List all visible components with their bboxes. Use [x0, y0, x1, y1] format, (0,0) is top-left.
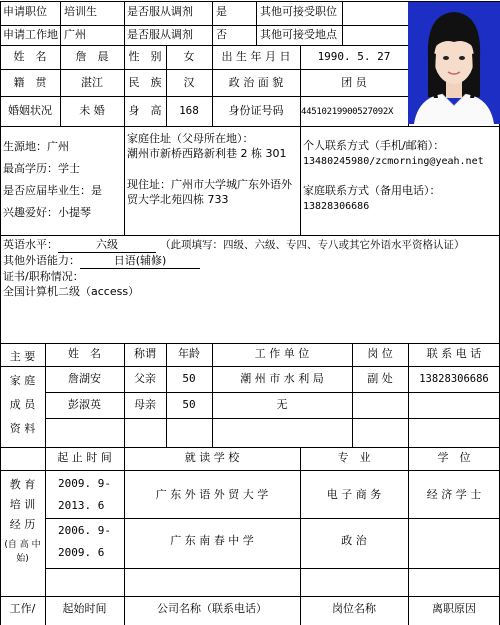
work-header-company: 公司名称（联系电话） [157, 602, 267, 615]
hobby-line: 兴趣爱好：小提琴 [3, 206, 91, 219]
birth-value: 1990. 5. 27 [317, 50, 391, 63]
other-lang-label: 其他外语能力： [3, 254, 80, 267]
family-row-2-age: 50 [182, 398, 196, 411]
family-contact-value: 13828306686 [303, 201, 370, 212]
edu-section-label-2: 培 训 [9, 498, 36, 511]
current-address-line2: 贸大学北苑四栋 733 [127, 193, 229, 206]
other-location-label: 其他可接受地点 [260, 28, 337, 41]
family-header-name: 姓 名 [68, 347, 101, 360]
apply-position-label: 申请职位 [3, 5, 47, 18]
ethnicity-label: 民 族 [128, 76, 162, 89]
work-section-label: 工作/ [9, 602, 36, 615]
family-row-1-phone: 13828306686 [419, 373, 489, 385]
edu-row-2-school: 广 东 南 春 中 学 [170, 534, 254, 547]
family-row-2-relation: 母亲 [134, 398, 156, 411]
family-header-relation: 称谓 [134, 347, 156, 360]
cert-label: 证书/职称情况： [3, 270, 84, 283]
family-header-employer: 工 作 单 位 [254, 347, 310, 360]
edu-header-degree: 学 位 [437, 451, 471, 464]
family-row-1-employer: 潮 州 市 水 利 局 [240, 372, 324, 385]
edu-row-1-start: 2009. 9- [58, 477, 111, 490]
family-header-phone: 联 系 电 话 [426, 347, 482, 360]
edu-header-school: 就 读 学 校 [184, 451, 240, 464]
edu-row-1-end: 2013. 6 [58, 499, 105, 512]
family-row-1-position: 副 处 [367, 372, 393, 385]
current-address-line1: 现住址：广州市大学城广东外语外 [127, 178, 292, 191]
contact-label: 个人联系方式（手机/邮箱）： [303, 139, 445, 152]
gender-value: 女 [183, 50, 195, 63]
apply-location-label: 申请工作地 [3, 28, 58, 41]
family-row-1-age: 50 [182, 372, 196, 385]
source-line: 生源地：广州 [3, 140, 69, 153]
political-label: 政 治 面 貌 [228, 76, 284, 89]
edu-section-label-3: 经 历 [9, 518, 36, 531]
other-position-label: 其他可接受职位 [260, 5, 337, 18]
accept-adjust-label: 是否服从调剂 [127, 5, 193, 18]
edu-row-1-degree: 经 济 学 士 [426, 488, 482, 501]
edu-section-label-1: 教 育 [9, 478, 36, 491]
edu-header-major: 专 业 [337, 451, 371, 464]
english-value: 六级 [58, 238, 156, 253]
graduate-line: 是否应届毕业生：是 [3, 184, 102, 197]
family-section-label-3: 成 员 [9, 398, 36, 411]
family-header-age: 年龄 [178, 347, 200, 360]
ethnicity-value: 汉 [183, 76, 195, 89]
other-lang-value: 日语(辅修) [80, 254, 200, 269]
name-value: 詹 晨 [75, 50, 109, 63]
family-row-1-name: 詹湖安 [68, 372, 101, 385]
apply-location-value: 广州 [64, 28, 86, 41]
work-header-reason: 离职原因 [432, 602, 476, 615]
edu-row-2-major: 政 治 [341, 534, 367, 547]
edu-row-1-school: 广 东 外 语 外 贸 大 学 [155, 488, 269, 501]
apply-position-value: 培训生 [64, 5, 97, 18]
gender-label: 性 别 [128, 50, 162, 63]
contact-value: 13480245980/zcmorning@yeah.net [303, 156, 484, 167]
height-label: 身 高 [128, 104, 162, 117]
marital-value: 未 婚 [79, 104, 105, 117]
home-address-label: 家庭住址（父母所在地）： [127, 132, 254, 145]
height-value: 168 [179, 104, 199, 117]
family-section-label-4: 资 料 [9, 422, 36, 435]
edu-header-period: 起 止 时 间 [57, 451, 112, 464]
edu-row-1-major: 电 子 商 务 [326, 488, 382, 501]
origin-value: 湛江 [81, 76, 103, 89]
family-contact-label: 家庭联系方式（备用电话）： [303, 184, 441, 197]
political-value: 团 员 [341, 76, 367, 89]
family-section-label-1: 主 要 [9, 350, 36, 363]
id-label: 身份证号码 [228, 104, 284, 117]
accept-adjust-label-2: 是否服从调剂 [127, 28, 193, 41]
origin-label: 籍 贯 [13, 76, 47, 89]
family-section-label-2: 家 庭 [9, 374, 36, 387]
name-label: 姓 名 [13, 50, 47, 63]
work-header-position: 岗位名称 [332, 602, 376, 615]
english-note: （此项填写：四级、六级、专四、专八或其它外语水平资格认证） [160, 239, 465, 251]
portrait-image [408, 2, 500, 124]
cert-value: 全国计算机二级（access） [3, 285, 140, 298]
english-label: 英语水平： [3, 238, 58, 251]
home-address-value: 潮州市新桥西路新利巷 2 栋 301 [127, 147, 287, 160]
family-row-2-name: 彭淑英 [68, 398, 101, 411]
marital-label: 婚姻状况 [8, 104, 52, 117]
profile-photo [408, 2, 500, 124]
id-value: 445102199005270​92X [301, 107, 394, 117]
accept-adjust-value: 是 [216, 5, 227, 18]
birth-label: 出 生 年 月 日 [221, 50, 291, 63]
accept-adjust-value-2: 否 [216, 28, 227, 41]
edu-section-note-1: (自 高 中 [4, 540, 41, 550]
edu-section-note-2: 始) [16, 554, 29, 564]
family-row-2-employer: 无 [276, 398, 288, 411]
work-header-start: 起始时间 [62, 602, 107, 615]
family-row-1-relation: 父亲 [134, 372, 156, 385]
edu-row-2-start: 2006. 9- [58, 524, 111, 537]
education-line: 最高学历：学士 [3, 162, 80, 175]
family-header-position: 岗 位 [367, 347, 393, 360]
edu-row-2-end: 2009. 6 [58, 546, 105, 559]
